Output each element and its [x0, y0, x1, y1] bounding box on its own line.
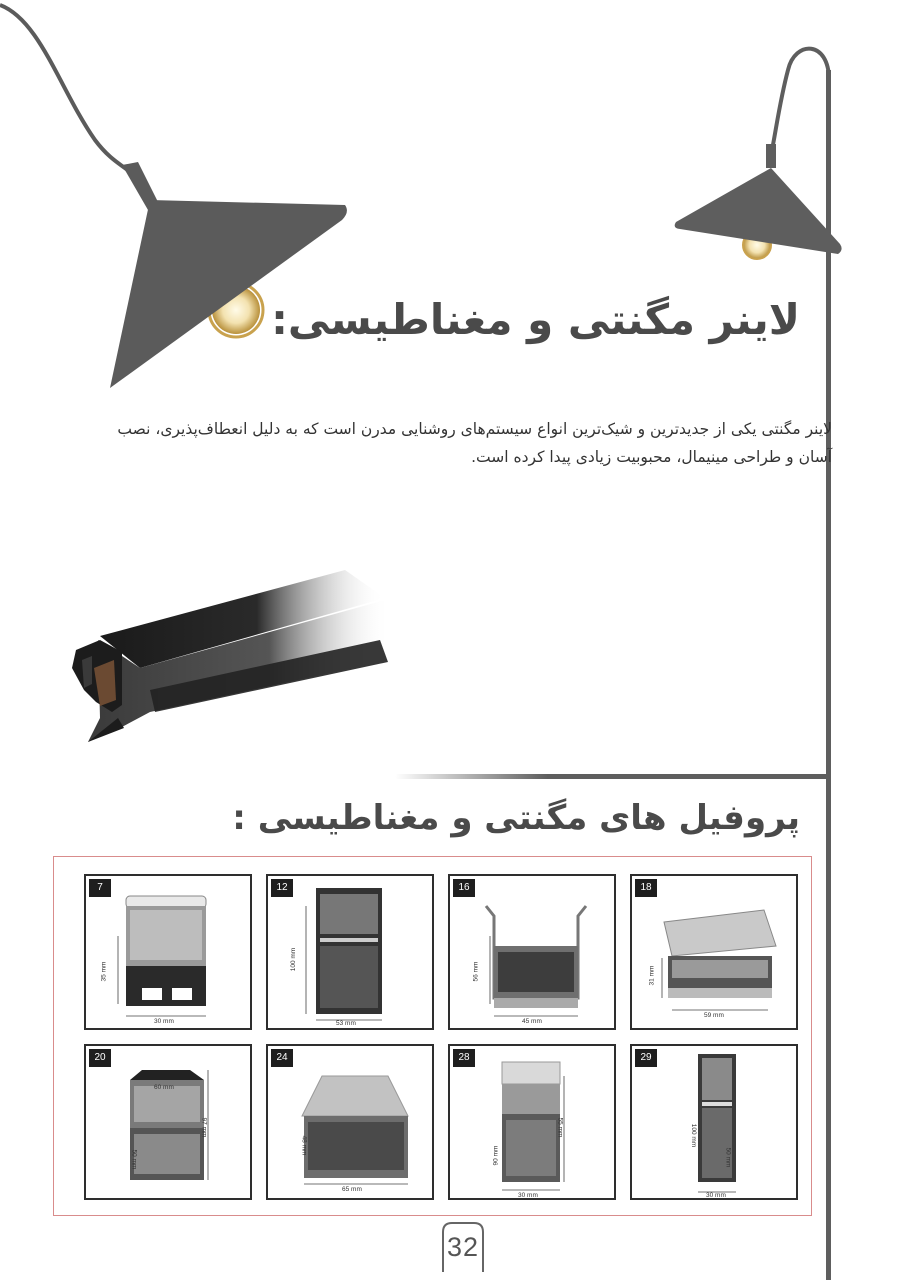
- profile-number-badge: 18: [635, 879, 657, 897]
- profile-card-12: [266, 874, 434, 1030]
- profile-20-image: [86, 1046, 252, 1200]
- profile-number-badge: 24: [271, 1049, 293, 1067]
- dimension-label: 56 mm: [472, 961, 480, 982]
- dimension-label: 48 mm: [300, 1135, 308, 1156]
- profile-number-badge: 16: [453, 879, 475, 897]
- profile-number-badge: 28: [453, 1049, 475, 1067]
- magnetic-profile-image: [72, 570, 390, 742]
- profile-29-image: [632, 1046, 798, 1200]
- profile-7-image: [86, 876, 252, 1030]
- dimension-label: 65 mm: [342, 1186, 362, 1193]
- dimension-label: 50 mm: [130, 1149, 138, 1170]
- profiles-section-title: پروفیل های مگنتی و مغناطیسی :: [232, 798, 800, 838]
- profile-card-28: [448, 1044, 616, 1200]
- dimension-label: 100 mm: [290, 947, 298, 972]
- dimension-label: 50 mm: [724, 1147, 732, 1168]
- dimension-label: 35 mm: [100, 961, 108, 982]
- dimension-label: 55 mm: [556, 1117, 564, 1138]
- dimension-label: 97 mm: [200, 1117, 208, 1138]
- profile-number-badge: 7: [89, 879, 111, 897]
- profile-card-7: [84, 874, 252, 1030]
- profile-24-image: [268, 1046, 434, 1200]
- profile-card-18: [630, 874, 798, 1030]
- dimension-label: 60 mm: [154, 1084, 174, 1091]
- page-title: لاینر مگنتی و مغناطیسی:: [271, 295, 800, 344]
- profile-card-24: [266, 1044, 434, 1200]
- dimension-label: 30 mm: [154, 1018, 174, 1025]
- profile-card-16: [448, 874, 616, 1030]
- dimension-label: 30 mm: [518, 1192, 538, 1199]
- dimension-label: 30 mm: [706, 1192, 726, 1199]
- wall-lamp-right-icon: [675, 49, 842, 259]
- horizontal-rule: [395, 774, 830, 779]
- dimension-label: 59 mm: [704, 1012, 724, 1019]
- intro-paragraph: لاینر مگنتی یکی از جدیدترین و شیک‌ترین انواع سیستم‌های روشنایی مدرن است که به دلیل انعطاف‌پذیری، نصب آسان و طراحی مینیمال، محبوبیت زیادی پیدا کرده است.: [117, 420, 832, 466]
- profile-18-image: [632, 876, 798, 1030]
- dimension-label: 100 mm: [690, 1123, 698, 1148]
- profile-28-image: [450, 1046, 616, 1200]
- profile-card-29: [630, 1044, 798, 1200]
- profile-number-badge: 20: [89, 1049, 111, 1067]
- profile-number-badge: 29: [635, 1049, 657, 1067]
- dimension-label: 90 mm: [492, 1145, 500, 1166]
- page-number: 32: [446, 1232, 480, 1262]
- dimension-label: 45 mm: [522, 1018, 542, 1025]
- profile-16-image: [450, 876, 616, 1030]
- dimension-label: 31 mm: [648, 965, 656, 986]
- profile-card-20: [84, 1044, 252, 1200]
- profile-number-badge: 12: [271, 879, 293, 897]
- dimension-label: 53 mm: [336, 1020, 356, 1027]
